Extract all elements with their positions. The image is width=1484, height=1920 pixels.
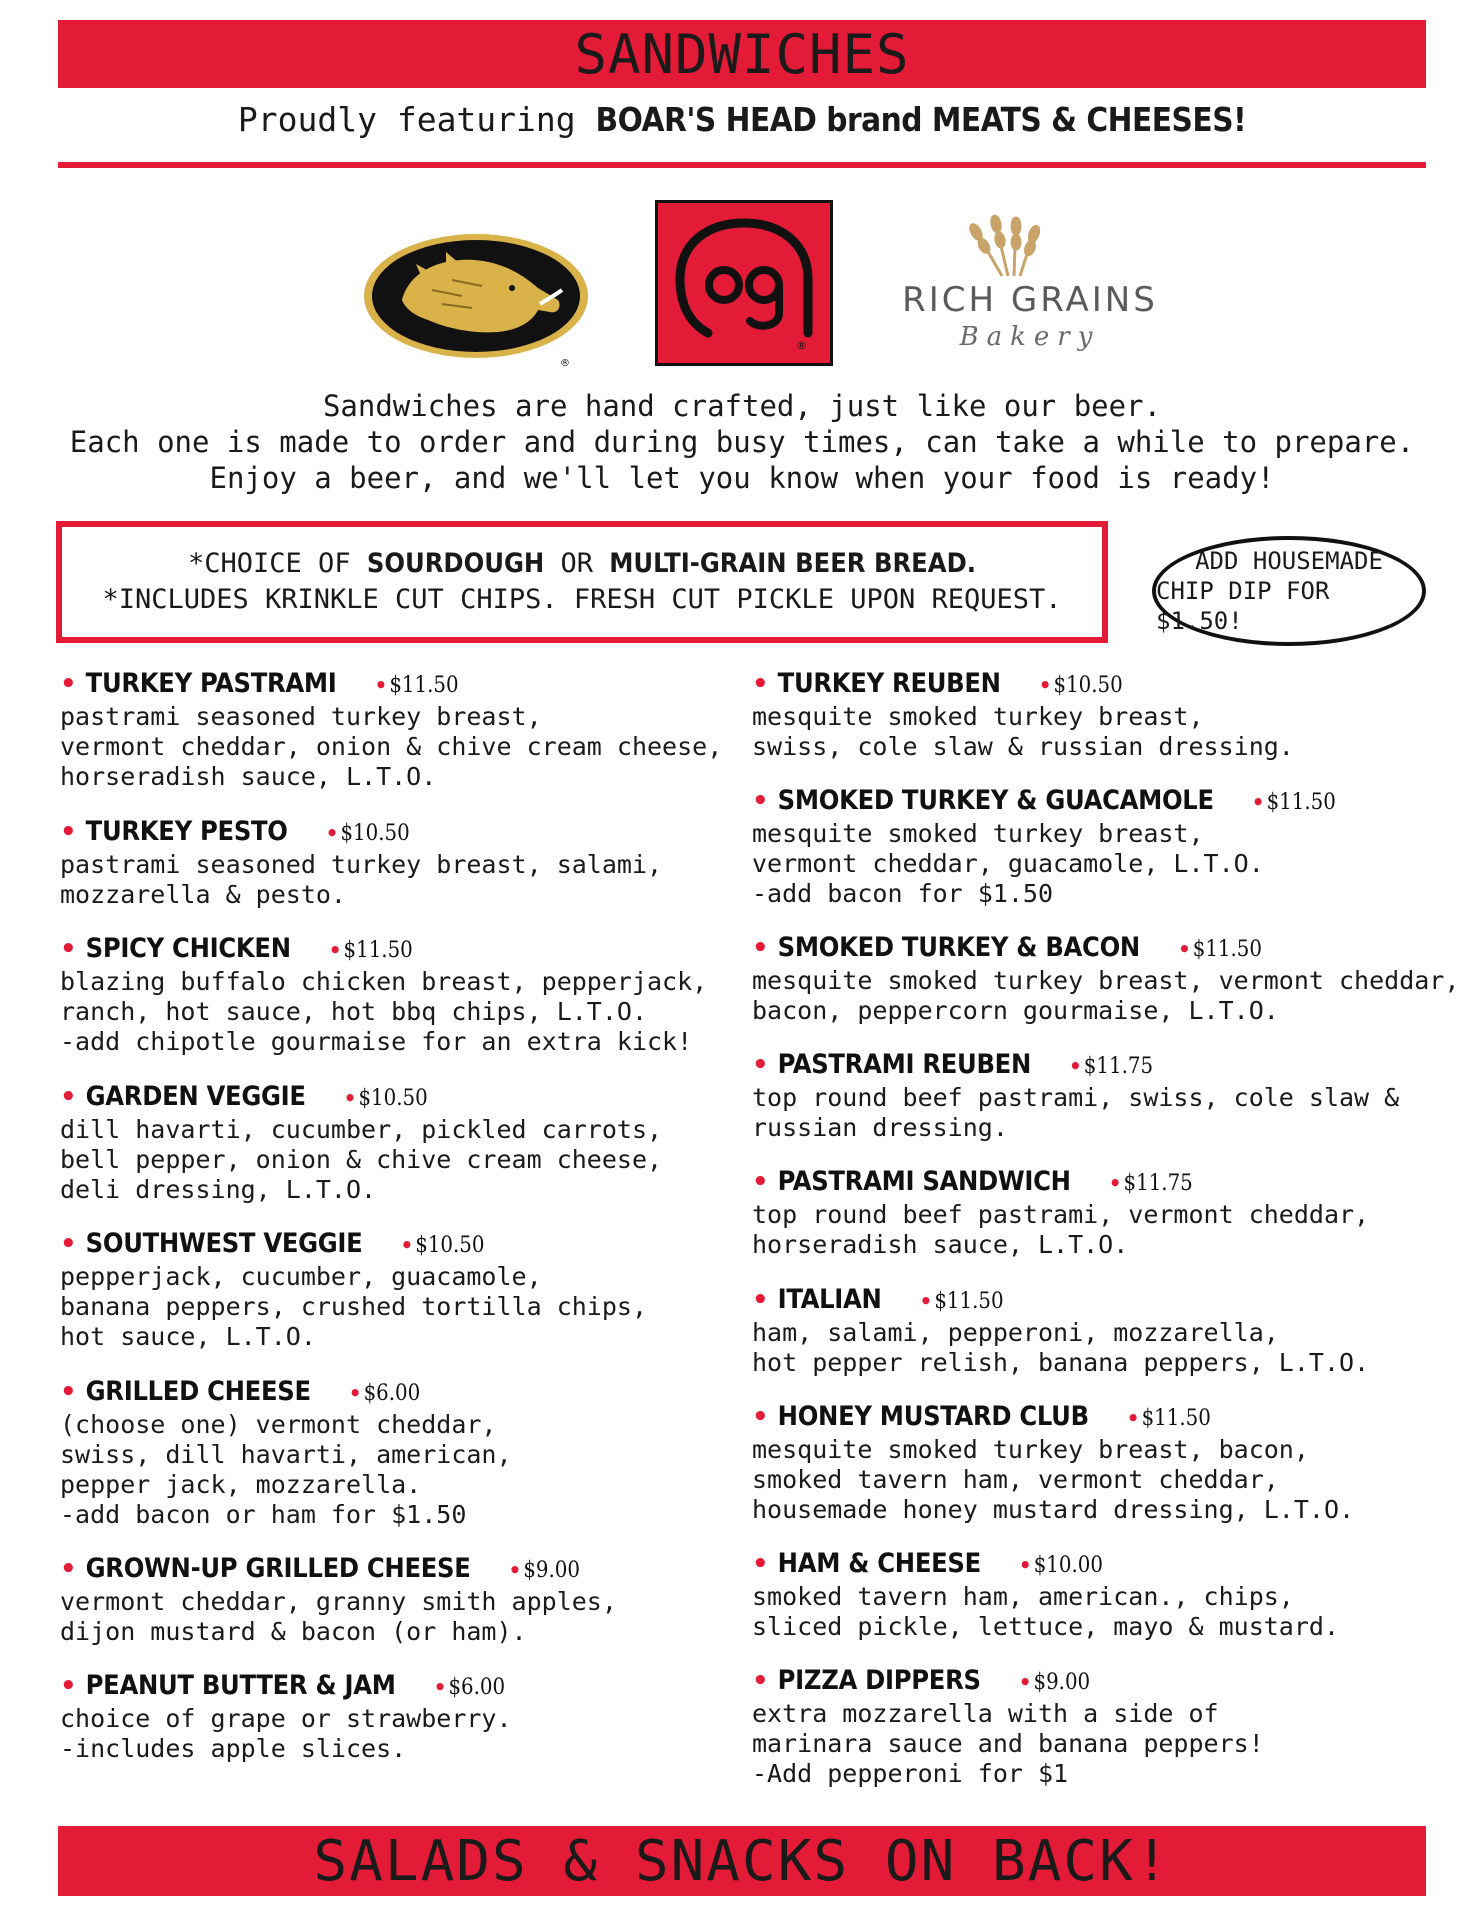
bullet-icon: • — [752, 669, 778, 699]
chip-dip-line: ADD HOUSEMADE — [1195, 547, 1383, 575]
bullet-icon: • — [343, 1086, 357, 1110]
menu-item-header — [752, 1548, 1452, 1582]
menu-item-description-line: dijon mustard & bacon (or ham). — [60, 1617, 527, 1646]
menu-item-price — [1069, 1054, 1153, 1079]
menu-item-price-value: $10.50 — [340, 821, 410, 846]
menu-item-price — [326, 821, 410, 846]
menu-item-description-line: mozzarella & pesto. — [60, 880, 346, 909]
bullet-icon: • — [400, 1233, 414, 1257]
menu-item-name: SMOKED TURKEY & BACON — [777, 932, 1140, 963]
menu-item-description-line: pepper jack, mozzarella. — [60, 1470, 422, 1499]
menu-item-name: GRILLED CHEESE — [85, 1376, 311, 1407]
bullet-icon: • — [328, 938, 342, 962]
intro-line: Sandwiches are hand crafted, just like our beer. — [322, 389, 1162, 423]
bullet-icon: • — [752, 1285, 778, 1315]
menu-item-description-line: top round beef pastrami, swiss, cole slaw & — [752, 1083, 1400, 1112]
menu-item-description-line: choice of grape or strawberry. — [60, 1704, 512, 1733]
bullet-icon: • — [60, 669, 86, 699]
menu-item-price — [375, 673, 459, 698]
menu-item-description-line: bell pepper, onion & chive cream cheese, — [60, 1145, 663, 1174]
intro-line: Enjoy a beer, and we'll let you know when your food is ready! — [209, 461, 1275, 495]
menu-item-description-line: -add bacon for $1.50 — [752, 879, 1054, 908]
menu-item-description-line: swiss, dill havarti, american, — [60, 1440, 512, 1469]
bullet-icon: • — [60, 1377, 86, 1407]
menu-item-description-line: vermont cheddar, onion & chive cream cheese, — [60, 732, 723, 761]
menu-item — [752, 785, 1452, 909]
chips-note: *INCLUDES KRINKLE CUT CHIPS. FRESH CUT PICKLE UPON REQUEST. — [102, 584, 1062, 615]
bread-choice-line — [188, 546, 976, 582]
menu-item-description-line: ranch, hot sauce, hot bbq chips, L.T.O. — [60, 997, 647, 1026]
menu-item — [60, 1553, 760, 1647]
section-title-banner — [58, 20, 1426, 88]
menu-item-header — [752, 1166, 1452, 1200]
menu-item-price — [344, 1086, 428, 1111]
intro-line: Each one is made to order and during busy times, can take a while to prepare. — [69, 425, 1415, 459]
menu-item-price — [400, 1233, 484, 1258]
menu-item-description-line: russian dressing. — [752, 1113, 1008, 1142]
menu-item-description-line: extra mozzarella with a side of — [752, 1699, 1219, 1728]
menu-item-header — [60, 1670, 760, 1704]
menu-item-name: PASTRAMI SANDWICH — [777, 1166, 1071, 1197]
bullet-icon: • — [1018, 1670, 1032, 1694]
boar-head-logo — [362, 230, 598, 370]
menu-item-description-line: pastrami seasoned turkey breast, — [60, 702, 542, 731]
bread-option-multigrain: MULTI-GRAIN BEER BREAD. — [609, 548, 976, 579]
bullet-icon: • — [1069, 1054, 1082, 1078]
bread-choice-prefix: *CHOICE OF — [188, 548, 367, 579]
menu-item-name: GARDEN VEGGIE — [85, 1081, 306, 1112]
menu-item-name: PIZZA DIPPERS — [777, 1665, 981, 1696]
menu-item-description-line: -Add pepperoni for $1 — [752, 1759, 1069, 1788]
menu-item-description-line: swiss, cole slaw & russian dressing. — [752, 732, 1294, 761]
menu-item-price-value: $11.50 — [1192, 937, 1262, 962]
footer-banner — [58, 1826, 1426, 1896]
bullet-icon: • — [60, 1671, 86, 1701]
bullet-icon: • — [1177, 937, 1191, 961]
bullet-icon: • — [919, 1289, 933, 1313]
menu-item-price-value: $6.00 — [448, 1675, 506, 1700]
menu-item-description-line: bacon, peppercorn gourmaise, L.T.O. — [752, 996, 1279, 1025]
menu-item-description-line: mesquite smoked turkey breast, vermont cheddar, — [752, 966, 1460, 995]
menu-item-name: PEANUT BUTTER & JAM — [85, 1670, 396, 1701]
menu-item-name: SMOKED TURKEY & GUACAMOLE — [777, 785, 1214, 816]
bullet-icon: • — [60, 1229, 86, 1259]
menu-item-description-line: sliced pickle, lettuce, mayo & mustard. — [752, 1612, 1339, 1641]
menu-item — [60, 1670, 760, 1764]
menu-item-price — [1019, 1553, 1103, 1578]
logo-row — [0, 200, 1484, 370]
bullet-icon: • — [752, 1050, 778, 1080]
menu-item-description-line: vermont cheddar, guacamole, L.T.O. — [752, 849, 1264, 878]
menu-item — [60, 933, 760, 1057]
menu-item-description-line: ham, salami, pepperoni, mozzarella, — [752, 1318, 1279, 1347]
menu-item-name: TURKEY PESTO — [85, 816, 288, 847]
menu-item — [752, 668, 1452, 762]
menu-item-header — [752, 668, 1452, 702]
menu-item-header — [752, 1665, 1452, 1699]
divider-rule — [58, 162, 1426, 168]
menu-item-header — [60, 1228, 760, 1262]
menu-item-header — [752, 932, 1452, 966]
menu-item-name: TURKEY REUBEN — [777, 668, 1001, 699]
menu-item — [752, 1548, 1452, 1642]
bullet-icon: • — [1038, 673, 1052, 697]
menu-item-price — [1178, 937, 1262, 962]
menu-item-price — [434, 1675, 505, 1700]
menu-item — [60, 1228, 760, 1352]
menu-item-price — [509, 1558, 580, 1583]
wheat-icon — [890, 210, 1170, 280]
menu-item-header — [752, 1401, 1452, 1435]
bullet-icon: • — [1126, 1406, 1140, 1430]
menu-item-description-line: deli dressing, L.T.O. — [60, 1175, 377, 1204]
bullet-icon: • — [752, 933, 778, 963]
menu-item — [60, 1376, 760, 1530]
menu-item-description-line: vermont cheddar, granny smith apples, — [60, 1587, 617, 1616]
menu-item-price-value: $10.50 — [415, 1233, 485, 1258]
menu-item-header — [752, 785, 1452, 819]
menu-item-description-line: blazing buffalo chicken breast, pepperjack, — [60, 967, 708, 996]
menu-item-price — [1039, 673, 1123, 698]
footer-text: SALADS & SNACKS ON BACK! — [313, 1828, 1171, 1894]
rich-grains-logo — [890, 210, 1170, 360]
bread-option-sourdough: SOURDOUGH — [366, 548, 545, 579]
menu-item-name: PASTRAMI REUBEN — [777, 1049, 1031, 1080]
bullet-icon: • — [752, 786, 778, 816]
menu-item-name: GROWN-UP GRILLED CHEESE — [85, 1553, 471, 1584]
menu-item — [752, 1284, 1452, 1378]
menu-item-name: SOUTHWEST VEGGIE — [85, 1228, 363, 1259]
menu-item-description-line: (choose one) vermont cheddar, — [60, 1410, 497, 1439]
menu-item-price-value: $10.50 — [358, 1086, 428, 1111]
menu-item-price — [1127, 1406, 1211, 1431]
menu-item-price-value: $11.75 — [1083, 1054, 1154, 1079]
tagline-prefix: Proudly featuring — [237, 100, 596, 139]
section-title: SANDWICHES — [574, 22, 910, 86]
menu-item — [60, 668, 760, 792]
menu-item — [752, 1401, 1452, 1525]
menu-item-price-value: $6.00 — [363, 1381, 421, 1406]
chip-dip-line: CHIP DIP FOR $1.50! — [1156, 577, 1330, 635]
menu-item-price-value: $9.00 — [523, 1558, 580, 1583]
menu-item-description-line: mesquite smoked turkey breast, bacon, — [752, 1435, 1309, 1464]
og-logo — [655, 200, 833, 366]
menu-item-header — [60, 933, 760, 967]
menu-item-description-line: smoked tavern ham, american., chips, — [752, 1582, 1294, 1611]
svg-text:®: ® — [796, 339, 807, 352]
bullet-icon: • — [752, 1402, 778, 1432]
rich-grains-sub: Bakery — [959, 322, 1101, 352]
chip-dip-badge — [1152, 536, 1426, 646]
menu-item — [752, 932, 1460, 1026]
menu-item-description-line: hot sauce, L.T.O. — [60, 1322, 316, 1351]
bread-choice-box — [56, 521, 1108, 643]
menu-item-price-value: $11.50 — [343, 938, 413, 963]
bullet-icon: • — [60, 1554, 86, 1584]
menu-item-price — [1252, 790, 1336, 815]
menu-item-description-line: pastrami seasoned turkey breast, salami, — [60, 850, 663, 879]
menu-item — [752, 1665, 1452, 1789]
menu-item-name: ITALIAN — [777, 1284, 882, 1315]
menu-item-price-value: $9.00 — [1033, 1670, 1091, 1695]
menu-item-price-value: $10.50 — [1053, 673, 1123, 698]
bullet-icon: • — [60, 1082, 86, 1112]
menu-item-description-line: smoked tavern ham, vermont cheddar, — [752, 1465, 1279, 1494]
menu-item-price-value: $11.50 — [1266, 790, 1336, 815]
menu-item-header — [752, 1049, 1452, 1083]
tagline-brand: BOAR'S HEAD brand MEATS & CHEESES! — [595, 100, 1247, 139]
menu-item-description-line: marinara sauce and banana peppers! — [752, 1729, 1264, 1758]
bullet-icon: • — [1018, 1553, 1032, 1577]
menu-item — [60, 1081, 760, 1205]
bullet-icon: • — [508, 1558, 522, 1582]
bullet-icon: • — [433, 1675, 447, 1699]
menu-item-description-line: banana peppers, crushed tortilla chips, — [60, 1292, 647, 1321]
bullet-icon: • — [325, 821, 339, 845]
menu-item-price — [329, 938, 413, 963]
menu-item-name: HAM & CHEESE — [777, 1548, 981, 1579]
menu-item-description-line: -add chipotle gourmaise for an extra kick! — [60, 1027, 693, 1056]
menu-item — [60, 816, 760, 910]
menu-item-price — [1109, 1171, 1193, 1196]
menu-item-price-value: $11.75 — [1123, 1171, 1193, 1196]
menu-item-price — [920, 1289, 1004, 1314]
menu-item-header — [60, 1081, 760, 1115]
menu-item-description-line: top round beef pastrami, vermont cheddar, — [752, 1200, 1370, 1229]
menu-item-description-line: mesquite smoked turkey breast, — [752, 819, 1204, 848]
bullet-icon: • — [752, 1666, 778, 1696]
bullet-icon: • — [60, 817, 86, 847]
svg-text:®: ® — [560, 358, 570, 369]
menu-item-description-line: hot pepper relish, banana peppers, L.T.O. — [752, 1348, 1370, 1377]
menu-item-price-value: $11.50 — [934, 1289, 1004, 1314]
menu-item-price — [349, 1381, 420, 1406]
menu-item-header — [60, 816, 760, 850]
menu-item-description-line: housemade honey mustard dressing, L.T.O. — [752, 1495, 1355, 1524]
bread-choice-or: OR — [544, 548, 610, 579]
menu-item-name: HONEY MUSTARD CLUB — [777, 1401, 1089, 1432]
bullet-icon: • — [1251, 790, 1265, 814]
menu-item-description-line: -add bacon or ham for $1.50 — [60, 1500, 467, 1529]
bullet-icon: • — [752, 1167, 778, 1197]
menu-item-description-line: horseradish sauce, L.T.O. — [752, 1230, 1129, 1259]
menu-item-header — [60, 1376, 760, 1410]
og-mark-icon — [658, 203, 830, 363]
menu-item — [752, 1166, 1452, 1260]
bullet-icon: • — [374, 673, 388, 697]
menu-item-description-line: pepperjack, cucumber, guacamole, — [60, 1262, 542, 1291]
menu-item-name: TURKEY PASTRAMI — [85, 668, 337, 699]
tagline — [0, 100, 1484, 139]
intro-text — [0, 388, 1484, 496]
bullet-icon: • — [348, 1381, 362, 1405]
menu-item-description-line: mesquite smoked turkey breast, — [752, 702, 1204, 731]
menu-item-name: SPICY CHICKEN — [85, 933, 291, 964]
menu-item — [752, 1049, 1452, 1143]
bullet-icon: • — [752, 1549, 778, 1579]
menu-item-header — [752, 1284, 1452, 1318]
menu-item-description-line: dill havarti, cucumber, pickled carrots, — [60, 1115, 663, 1144]
menu-item-description-line: horseradish sauce, L.T.O. — [60, 762, 437, 791]
menu-item-price-value: $11.50 — [389, 673, 459, 698]
menu-item-price-value: $11.50 — [1141, 1406, 1211, 1431]
bullet-icon: • — [60, 934, 86, 964]
rich-grains-name: RICH GRAINS — [902, 280, 1158, 320]
menu-item-price-value: $10.00 — [1033, 1553, 1103, 1578]
bullet-icon: • — [1108, 1171, 1122, 1195]
menu-item-header — [60, 668, 760, 702]
menu-item-price — [1019, 1670, 1090, 1695]
menu-item-header — [60, 1553, 760, 1587]
menu-item-description-line: -includes apple slices. — [60, 1734, 407, 1763]
